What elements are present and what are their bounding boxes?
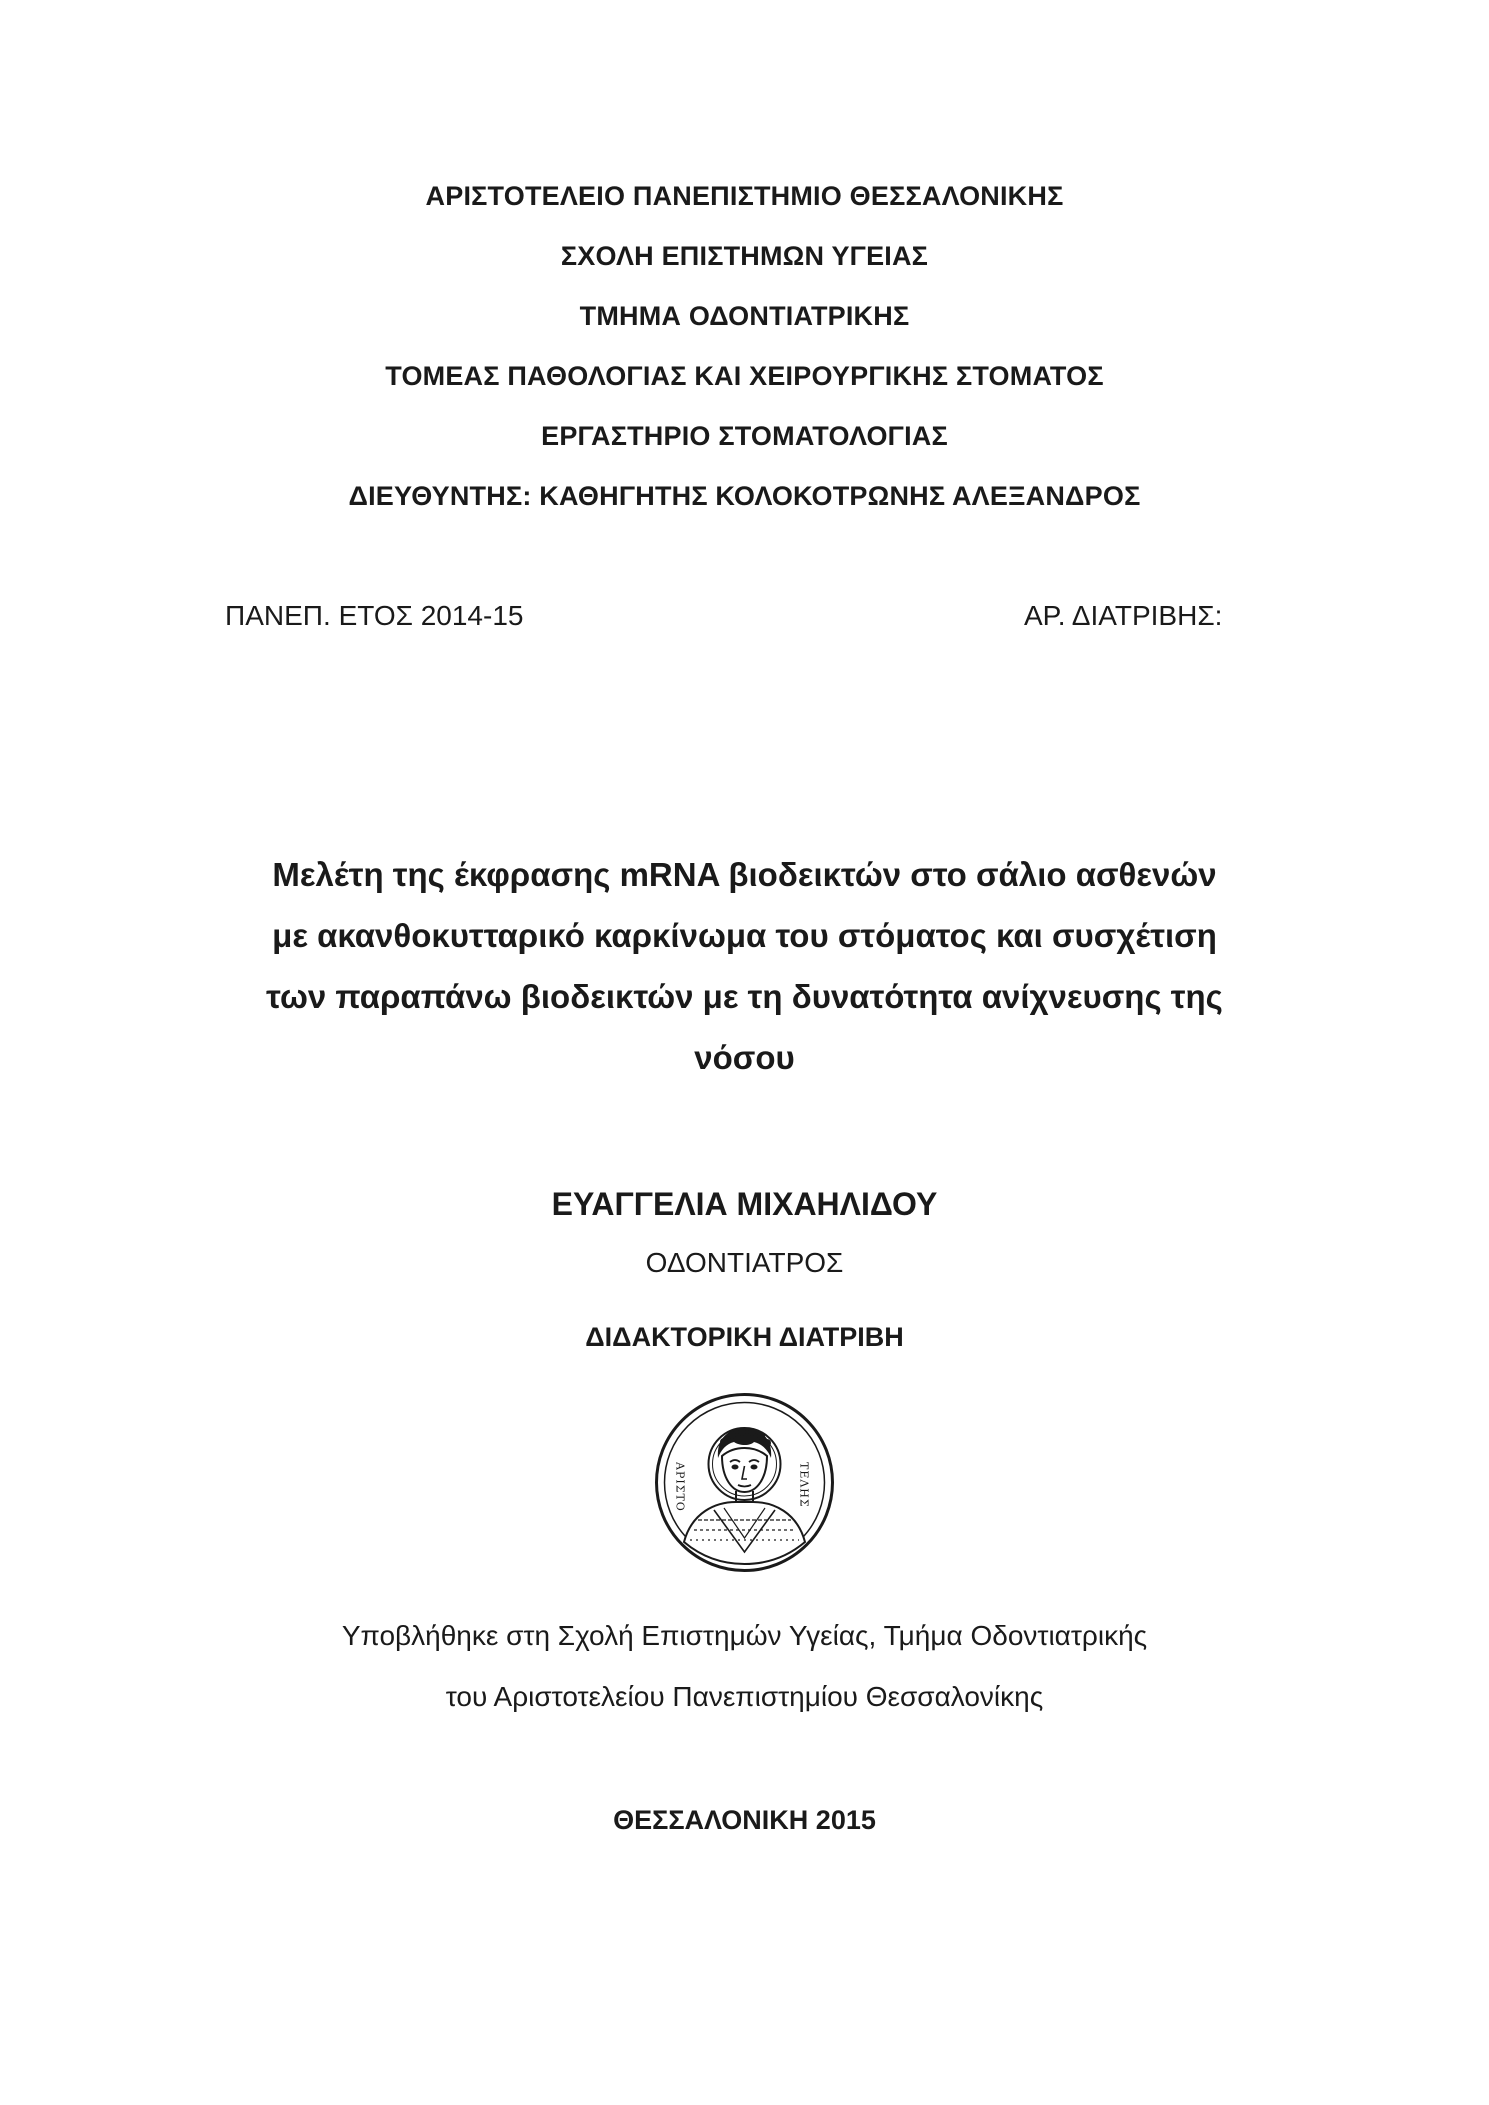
academic-year: ΠΑΝΕΠ. ΕΤΟΣ 2014-15: [225, 600, 524, 631]
thesis-title-line-2: με ακανθοκυτταρικό καρκίνωμα του στόματος και συσχέτιση: [272, 917, 1217, 954]
submission-line-1: Υποβλήθηκε στη Σχολή Επιστημών Υγείας, Τμήμα Οδοντιατρικής: [341, 1620, 1148, 1651]
city-year: ΘΕΣΣΑΛΟΝΙΚΗ 2015: [613, 1805, 876, 1835]
thesis-number: ΑΡ. ΔΙΑΤΡΙΒΗΣ:: [1024, 600, 1223, 631]
director-line: ΔΙΕΥΘΥΝΤΗΣ: ΚΑΘΗΓΗΤΗΣ ΚΟΛΟΚΟΤΡΩΝΗΣ ΑΛΕΞΑΝΔΡΟΣ: [348, 481, 1141, 511]
seal-right-inscription: ΤΕΛΗΣ: [797, 1462, 811, 1508]
seal-left-inscription: ΑΡΙΣΤΟ: [673, 1462, 687, 1512]
submission-line-2: του Αριστοτελείου Πανεπιστημίου Θεσσαλονίκης: [445, 1681, 1044, 1712]
school-name: ΣΧΟΛΗ ΕΠΙΣΤΗΜΩΝ ΥΓΕΙΑΣ: [560, 241, 929, 271]
sector-name: ΤΟΜΕΑΣ ΠΑΘΟΛΟΓΙΑΣ ΚΑΙ ΧΕΙΡΟΥΡΓΙΚΗΣ ΣΤΟΜΑΤΟΣ: [385, 361, 1104, 391]
thesis-title-line-3: των παραπάνω βιοδεικτών με τη δυνατότητα ανίχνευσης της: [266, 978, 1223, 1015]
thesis-title-line-1: Μελέτη της έκφρασης mRNA βιοδεικτών στο σάλιο ασθενών: [272, 856, 1217, 893]
laboratory-name: ΕΡΓΑΣΤΗΡΙΟ ΣΤΟΜΑΤΟΛΟΓΙΑΣ: [541, 421, 948, 451]
aristotle-seal-icon: [654, 1392, 835, 1573]
department-name: ΤΜΗΜΑ ΟΔΟΝΤΙΑΤΡΙΚΗΣ: [579, 301, 910, 331]
thesis-title-line-4: νόσου: [694, 1039, 795, 1076]
thesis-type: ΔΙΔΑΚΤΟΡΙΚΗ ΔΙΑΤΡΙΒΗ: [585, 1322, 904, 1352]
university-name: ΑΡΙΣΤΟΤΕΛΕΙΟ ΠΑΝΕΠΙΣΤΗΜΙΟ ΘΕΣΣΑΛΟΝΙΚΗΣ: [425, 181, 1064, 211]
author-name: ΕΥΑΓΓΕΛΙΑ ΜΙΧΑΗΛΙΔΟΥ: [551, 1186, 938, 1222]
author-profession: ΟΔΟΝΤΙΑΤΡΟΣ: [645, 1247, 844, 1278]
